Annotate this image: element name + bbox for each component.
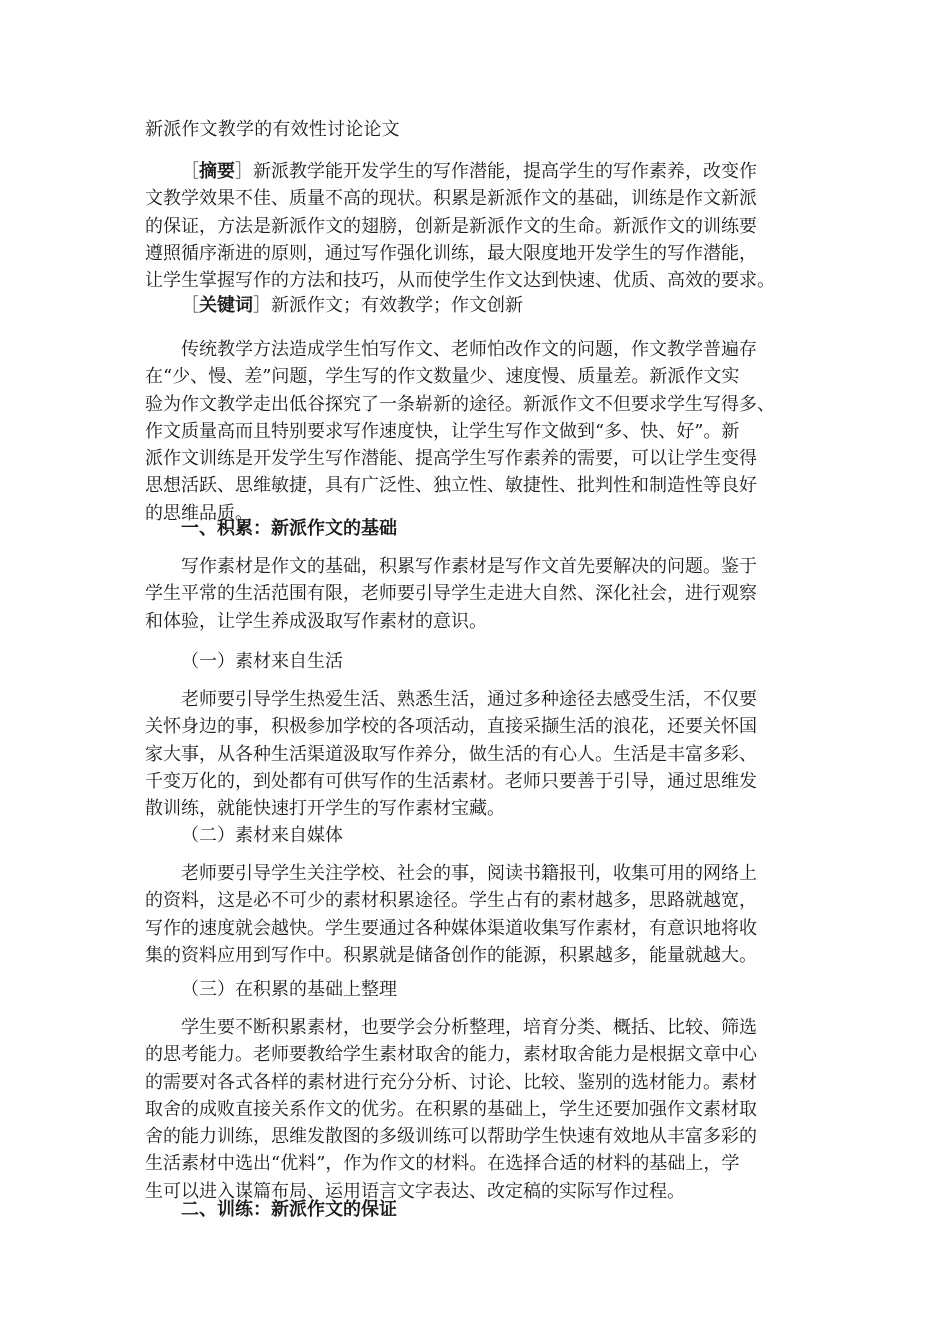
intro-line: 传统教学方法造成学生怕写作文、老师怕改作文的问题，作文教学普遍存 xyxy=(181,339,757,360)
sub3-line: 生活素材中选出“优料”，作为作文的材料。在选择合适的材料的基础上，学 xyxy=(145,1153,740,1175)
abstract-line: 新派教学能开发学生的写作潜能，提高学生的写作素养，改变作 xyxy=(253,161,757,182)
sub1-line: 老师要引导学生热爱生活、熟悉生活，通过多种途径去感受生活，不仅要 xyxy=(181,689,757,710)
sub3-line: 学生要不断积累素材，也要学会分析整理，培育分类、概括、比较、筛选 xyxy=(181,1017,757,1038)
intro-paragraph xyxy=(145,336,808,527)
sub1-line: 千变万化的，到处都有可供写作的生活素材。老师只要善于引导，通过思维发 xyxy=(145,770,757,792)
abstract-label: 摘要 xyxy=(199,161,235,182)
intro-line: 思想活跃、思维敏捷，具有广泛性、独立性、敏捷性、批判性和制造性等良好 xyxy=(145,475,757,497)
section-heading: 二、训练：新派作文的保证 xyxy=(181,1199,397,1220)
keywords-label: 关键词 xyxy=(199,295,253,316)
sub2-line: 老师要引导学生关注学校、社会的事，阅读书籍报刊，收集可用的网络上 xyxy=(181,863,757,884)
intro-line: 在“少、慢、差”问题，学生写的作文数量少、速度慢、质量差。新派作文实 xyxy=(145,366,740,388)
keywords-paragraph: ［关键词］新派作文；有效教学；作文创新 xyxy=(181,295,523,316)
abstract-line: 文教学效果不佳、质量不高的现状。积累是新派作文的基础，训练是作文新派 xyxy=(145,188,757,210)
intro-line: 派作文训练是开发学生写作潜能、提高学生写作素养的需要，可以让学生变得 xyxy=(145,448,757,470)
sub3-line: 的需要对各式各样的素材进行充分分析、讨论、比较、鉴别的选材能力。素材 xyxy=(145,1071,757,1093)
section1-line: 写作素材是作文的基础，积累写作素材是写作文首先要解决的问题。鉴于 xyxy=(181,556,757,577)
abstract-line: 遵照循序渐进的原则，通过写作强化训练，最大限度地开发学生的写作潜能， xyxy=(145,242,757,264)
sub3-line: 取舍的成败直接关系作文的优劣。在积累的基础上，学生还要加强作文素材取 xyxy=(145,1098,757,1120)
sub2-line: 写作的速度就会越快。学生要通过各种媒体渠道收集写作素材，有意识地将收 xyxy=(145,917,757,939)
intro-line: 验为作文教学走出低谷探究了一条崭新的途径。新派作文不但要求学生写得多、 xyxy=(145,393,775,415)
sub2-line: 集的资料应用到写作中。积累就是储备创作的能源，积累越多，能量就越大。 xyxy=(145,944,757,966)
subsection-heading: （二）素材来自媒体 xyxy=(181,825,343,846)
sub3-line: 生可以进入谋篇布局、运用语言文字表达、改定稿的实际写作过程。 xyxy=(145,1180,685,1202)
subsection-heading: （一）素材来自生活 xyxy=(181,651,343,672)
subsection-heading: （三）在积累的基础上整理 xyxy=(181,979,397,1000)
keywords-text: 新派作文；有效教学；作文创新 xyxy=(271,295,523,316)
sub1-line: 散训练，就能快速打开学生的写作素材宝藏。 xyxy=(145,798,505,820)
sub1-line: 关怀身边的事，积极参加学校的各项活动，直接采撷生活的浪花，还要关怀国 xyxy=(145,716,757,738)
abstract-line: 让学生掌握写作的方法和技巧，从而使学生作文达到快速、优质、高效的要求。 xyxy=(145,270,775,292)
section1-line: 和体验，让学生养成汲取写作素材的意识。 xyxy=(145,610,487,632)
sub1-paragraph xyxy=(145,686,808,822)
document-title: 新派作文教学的有效性讨论论文 xyxy=(145,119,400,140)
sub3-line: 舍的能力训练，思维发散图的多级训练可以帮助学生快速有效地从丰富多彩的 xyxy=(145,1126,757,1148)
sub3-paragraph xyxy=(145,1014,808,1205)
sub1-line: 家大事，从各种生活渠道汲取写作养分，做生活的有心人。生活是丰富多彩、 xyxy=(145,743,757,765)
section1-paragraph xyxy=(145,553,808,635)
section-heading: 一、积累：新派作文的基础 xyxy=(181,518,397,539)
abstract-paragraph: ［摘要］新派教学能开发学生的写作潜能，提高学生的写作素养，改变作 文教学效果不佳、质量不高的现状。积累是新派作文的基础，训练是作文新派 的保证，方法是新派作文的翅膀，创新是新派作文的生命。新派作文的训练要 遵照循序渐进的原则，通过写作强化训练，最大限度地开发学生的写作潜能， 让学生掌握写作的方法和技巧，从而使学生作文达到快速、优质、高效的要求。 xyxy=(145,158,808,294)
intro-line: 作文质量高而且特别要求写作速度快，让学生写作文做到“多、快、好”。新 xyxy=(145,420,740,442)
sub2-line: 的资料，这是必不可少的素材积累途径。学生占有的素材越多，思路就越宽， xyxy=(145,890,757,912)
sub2-paragraph xyxy=(145,860,808,969)
sub3-line: 的思考能力。老师要教给学生素材取舍的能力，素材取舍能力是根据文章中心 xyxy=(145,1044,757,1066)
intro-line: 的思维品质。 xyxy=(145,502,253,524)
abstract-line: 的保证，方法是新派作文的翅膀，创新是新派作文的生命。新派作文的训练要 xyxy=(145,215,757,237)
section1-line: 学生平常的生活范围有限，老师要引导学生走进大自然、深化社会，进行观察 xyxy=(145,583,757,605)
